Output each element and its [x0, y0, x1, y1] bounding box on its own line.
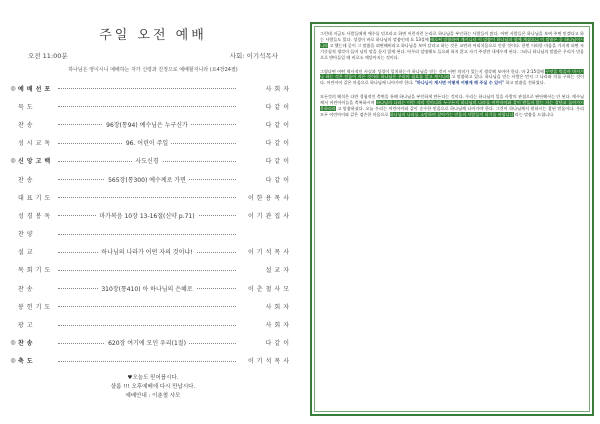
order-row — [8, 243, 298, 261]
footer-line-3: 예배안내 : 이춘철 사모 — [125, 393, 181, 399]
row-label: 성경봉독 — [18, 212, 54, 220]
order-row — [8, 170, 298, 188]
order-row — [8, 334, 298, 352]
row-label: 광고 — [18, 322, 36, 330]
page-title: 주일 오전 예배 — [99, 28, 207, 43]
row-label: 신앙고백 — [18, 158, 54, 166]
row-content-text: 96장(통94) 예수님은 누구신가 — [103, 122, 191, 129]
article-paragraph-1 — [320, 31, 584, 61]
row-content — [54, 211, 240, 220]
row-presenter: 다같이 — [265, 140, 292, 148]
row-content-text: 620장 여기에 모인 우리(1절) — [105, 340, 189, 347]
order-row — [8, 279, 298, 297]
sermon-article-box — [310, 22, 594, 416]
row-leader — [58, 234, 236, 235]
row-content-text: 565장(통300) 예수께로 가면 — [105, 177, 189, 184]
service-meta — [28, 51, 278, 60]
scripture-note: 하나님은 영이시니 예배하는 자가 신령과 진정으로 예배할지니라 (요4장24절) — [68, 67, 238, 73]
row-bullet-icon: ◎ — [10, 357, 16, 365]
order-row — [8, 297, 298, 315]
row-label: 찬송 — [18, 121, 36, 129]
row-presenter: 이기석목사 — [248, 358, 292, 366]
row-presenter: 다같이 — [265, 176, 292, 184]
highlighted-verse: 하나님의 나라를 소망하며 살아가는 믿음의 사람들이 되기를 바랍니다 — [389, 111, 514, 117]
order-row — [8, 352, 298, 370]
order-row — [8, 225, 298, 243]
row-content — [54, 284, 240, 293]
article-text: 그런데 지금도 사람들에게 예수를 믿으라고 하면 이런저런 논리로 하나님을 부인하는 사람들이 많다. 어떤 사람들은 하나님을 보여 주면 믿겠다고 하는 사람들도 있다. 성경이 바로 하나님의 말씀인데 요 13절에 — [320, 31, 584, 42]
order-row — [8, 79, 298, 97]
row-leader — [58, 361, 236, 362]
row-content — [54, 138, 240, 147]
row-presenter: 사회자 — [265, 85, 292, 93]
row-leader — [58, 325, 236, 326]
row-presenter: 사회자 — [265, 322, 292, 330]
sermon-article-inner — [314, 26, 590, 412]
row-presenter: 다같이 — [265, 103, 292, 111]
row-label: 대표기도 — [18, 194, 54, 202]
row-bullet-icon: ◎ — [10, 339, 16, 347]
row-leader — [58, 270, 236, 271]
order-row — [8, 261, 298, 279]
row-content-text: 하나님의 나라가 어떤 자의 것이냐! — [98, 249, 195, 256]
row-label: 찬양 — [18, 231, 36, 239]
row-bullet-icon: ◎ — [10, 157, 16, 165]
highlighted-verse: 하나님의 나라는 이런 자의 것이니라 누구든지 하나님의 나라를 어린아이와 같이 받들지 않는 자는 결단코 들어가지 못하리라 — [320, 100, 585, 112]
footer-line-2: 샬롬 !!! 오후예배에 다시 만납시다. — [110, 384, 196, 390]
row-label: 찬송 — [18, 340, 36, 348]
row-leader — [58, 197, 236, 198]
row-leader — [58, 306, 236, 307]
article-text: 모든것의 해석은 다만 경험적인 측면을 통해 하나님을 부인하게 만든다는 것이다. 우리는 하나님의 일을 사람의 관점으로 판단해서는 안 된다. 예수님께서 어린아이들을 축복하시며 — [320, 94, 584, 106]
row-label: 묵도 — [18, 103, 36, 111]
row-presenter: 사회자 — [265, 303, 292, 311]
order-list — [8, 79, 298, 370]
row-content-text: 마가복음 10장 13-16절(신약 p.71) — [96, 213, 197, 220]
order-row — [8, 188, 298, 206]
order-row — [8, 206, 298, 224]
row-presenter: 이기관집사 — [248, 212, 292, 220]
article-text: 고 말씀하셨다. 오늘 우리는 어린아이와 같이 순수한 믿음으로 하나님께 나아가야 한다. 그것이 하나님께서 원하시는 참된 믿음이다. 우리 모두 어린아이와 같은 겸손한 마음으로 — [320, 106, 584, 117]
row-content — [54, 338, 240, 347]
row-bullet-icon: ◎ — [10, 84, 16, 92]
row-presenter: 다같이 — [265, 340, 292, 348]
row-label: 봉헌기도 — [18, 303, 54, 311]
footer — [8, 374, 298, 401]
order-row — [8, 134, 298, 152]
row-leader — [58, 106, 236, 107]
row-label: 예배선포 — [18, 85, 54, 93]
article-text: 라는 말씀을 드립니다. — [513, 111, 555, 117]
article-text: 고 했는데 곧이 그 말씀을 외면해버리고 하나님을 보여 달라고 하는 것은 교만과 어리석음으로 인한 것이다. 한번 이러한 마음을 가지게 되면 자기중심적 생각이 들며 남의 말을 듣지 않게 된다. 아무리 설명해도 들으려 하지 않고 자기 주장만 내세우게 된다. 그러나 하나님의 말씀은 우리가 믿음으로 받아들일 때 비로소 깨달아지는 것이다. — [320, 42, 584, 60]
worship-order-panel — [8, 6, 298, 420]
row-presenter: 다같이 — [265, 158, 292, 166]
service-time: 오전 11:00분 — [28, 52, 68, 60]
row-content — [54, 156, 240, 165]
quoted-text: "하나님이 계시면 어떻게 어떻게 해 주실 수 있어" — [414, 80, 505, 86]
row-content — [54, 120, 240, 129]
row-presenter: 이춘철사모 — [248, 285, 292, 293]
article-text: 고 말씀하고 있다. 하나님을 믿는 사람은 먼저 그 나라와 의를 구하는 것이다. 어린아이 같은 마음으로 하나님께 나아가야 한다. — [320, 74, 584, 86]
row-presenter: 설교자 — [265, 267, 292, 275]
order-row — [8, 97, 298, 115]
row-label: 목회기도 — [18, 267, 54, 275]
service-officiant: 사회: 이기석목사 — [229, 52, 278, 60]
article-paragraph-3 — [320, 94, 584, 118]
row-presenter: 이기석목사 — [248, 249, 292, 257]
highlighted-verse: 무엇을 먹을까 마시거나 하는 것은 믿음이 작은 것이라 하나님은 우리의 필요를 알고 계시니라 — [320, 68, 584, 80]
order-row — [8, 115, 298, 133]
row-content-text: 사도신경 — [132, 158, 161, 165]
row-label: 축도 — [18, 358, 36, 366]
article-paragraph-2 — [320, 69, 584, 87]
footer-line-1: ♥오늘도 믿어봅시다. — [127, 375, 179, 381]
row-presenter: 다같이 — [265, 121, 292, 129]
order-row — [8, 152, 298, 170]
row-leader — [58, 88, 236, 89]
article-text: 그렇다면 어떤 역사적인 사실과 성경이 일치하는가 하나님을 믿는 것이 어떤 의미가 있는지 생각해 보아야 한다. 마 2:15절에 — [320, 68, 546, 74]
highlighted-verse: 때로써 말씀하여 계시니라 이 말씀이 하나님과 함께 계셨으니 이 말씀은 곧 하나님이시니라 — [320, 36, 584, 48]
row-content — [54, 247, 240, 256]
row-label: 찬송 — [18, 176, 36, 184]
row-content-text: 96. 어린이 주일 — [123, 140, 171, 147]
row-label: 성시교독 — [18, 140, 54, 148]
article-text: 하고 말씀을 전하였다. — [504, 80, 545, 86]
row-label: 설교 — [18, 249, 36, 257]
row-content-text: 310장(통410) 아 하나님의 은혜로 — [98, 286, 195, 293]
row-label: 찬송 — [18, 285, 36, 293]
row-content — [54, 175, 240, 184]
row-presenter: 이한용목사 — [248, 194, 292, 202]
order-row — [8, 315, 298, 333]
